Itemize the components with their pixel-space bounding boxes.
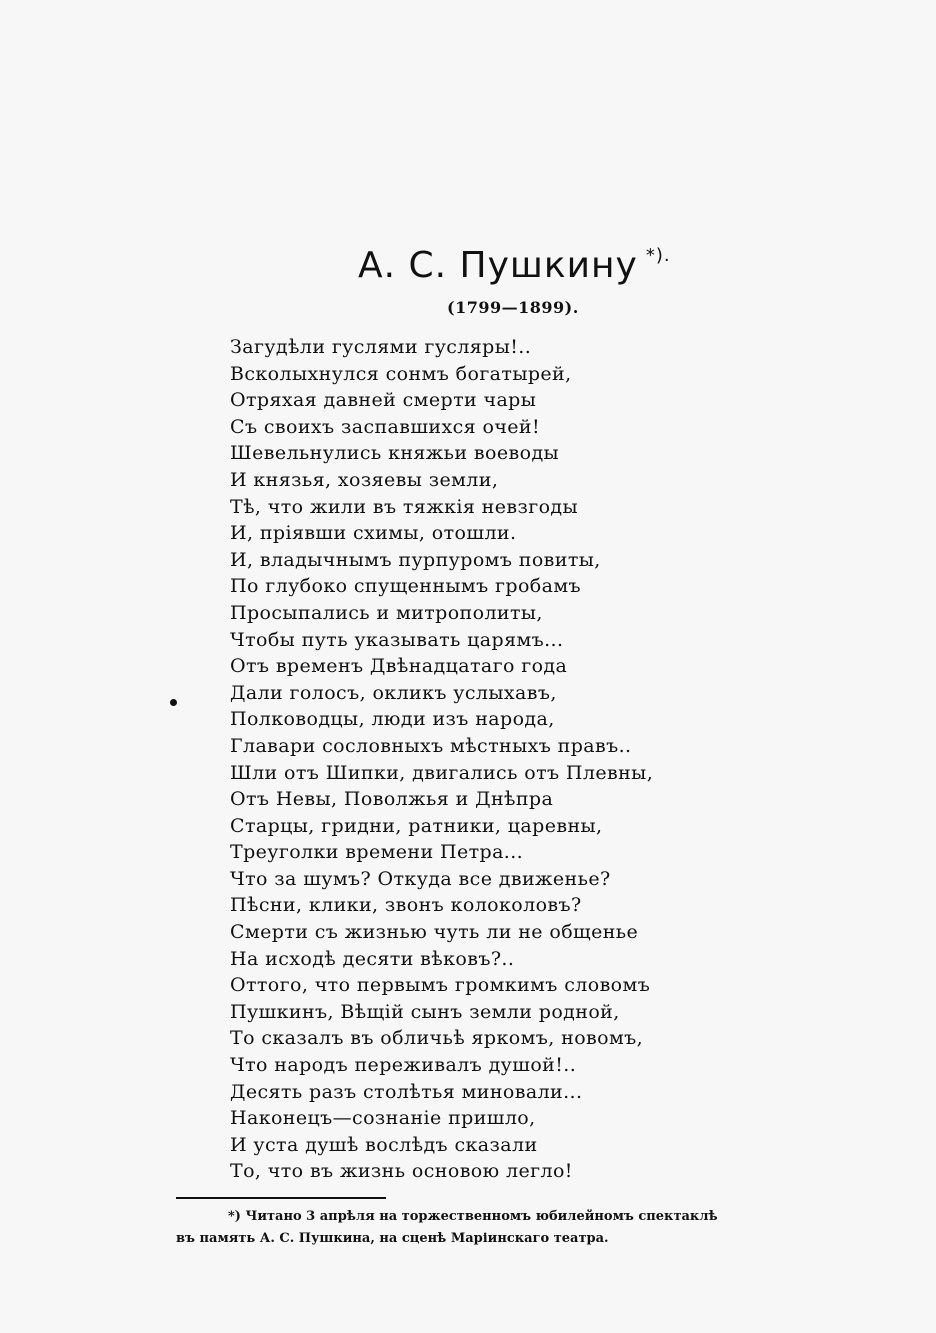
margin-dot	[170, 699, 177, 706]
poem-line: То, что въ жизнь основою легло!	[230, 1160, 573, 1183]
poem-line: Пѣсни, клики, звонъ колоколовъ?	[230, 894, 582, 917]
poem-line: Оттого, что первымъ громкимъ словомъ	[230, 974, 651, 997]
poem-line: По глубоко спущеннымъ гробамъ	[230, 575, 582, 598]
footnote-marker: *).	[645, 245, 671, 266]
poem-line: Съ своихъ заспавшихся очей!	[230, 415, 541, 438]
poem-line: Шевельнулись княжьи воеводы	[230, 442, 560, 465]
poem-dates: (1799—1899).	[447, 298, 579, 317]
poem-line: Главари сословныхъ мѣстныхъ правъ..	[230, 734, 632, 757]
poem-line: Просыпались и митрополиты,	[230, 601, 543, 624]
poem-line: Треуголки времени Петра...	[230, 841, 524, 864]
footnote-line: *) Читано 3 апрѣля на торжественномъ юбилейномъ спектаклѣ	[228, 1209, 718, 1224]
poem-line: Пушкинъ, Вѣщій сынъ земли родной,	[230, 1000, 620, 1023]
poem-line: Отъ временъ Двѣнадцатаго года	[230, 655, 568, 678]
poem-line: Наконецъ—сознаніе пришло,	[230, 1107, 536, 1130]
footnote-divider	[176, 1197, 386, 1199]
poem-line: Что за шумъ? Откуда все движенье?	[230, 867, 611, 890]
poem-line: На исходѣ десяти вѣковъ?..	[230, 947, 515, 970]
poem-body	[230, 334, 653, 1185]
footnote	[176, 1206, 776, 1250]
poem-line: Полководцы, люди изъ народа,	[230, 708, 555, 731]
poem-line: Отъ Невы, Поволжья и Днѣпра	[230, 788, 554, 811]
poem-line: Старцы, гридни, ратники, царевны,	[230, 814, 603, 837]
poem-line: Тѣ, что жили въ тяжкія невзгоды	[230, 495, 579, 518]
poem-line: И князья, хозяевы земли,	[230, 468, 499, 491]
poem-line: И, владычнымъ пурпуромъ повиты,	[230, 548, 601, 571]
poem-line: И, пріявши схимы, отошли.	[230, 522, 517, 545]
poem-line: Что народъ переживалъ душой!..	[230, 1054, 577, 1077]
poem-line: Шли отъ Шипки, двигались отъ Плевны,	[230, 761, 654, 784]
poem-title-text: А. С. Пушкину	[358, 245, 638, 286]
poem-line: То сказалъ въ обличьѣ яркомъ, новомъ,	[230, 1027, 644, 1050]
footnote-line: въ память А. С. Пушкина, на сценѣ Маріинскаго театра.	[176, 1231, 609, 1246]
poem-line: И уста душѣ вослѣдъ сказали	[230, 1133, 538, 1156]
poem-line: Чтобы путь указывать царямъ...	[230, 628, 564, 651]
poem-line: Отряхая давней смерти чары	[230, 389, 537, 412]
poem-line: Десять разъ столѣтья миновали...	[230, 1080, 583, 1103]
poem-title	[358, 245, 671, 286]
poem-line: Дали голосъ, окликъ услыхавъ,	[230, 681, 557, 704]
poem-line: Всколыхнулся сонмъ богатырей,	[230, 362, 572, 385]
poem-line: Загудѣли гуслями гусляры!..	[230, 336, 532, 358]
poem-line: Смерти съ жизнью чуть ли не общенье	[230, 921, 639, 944]
